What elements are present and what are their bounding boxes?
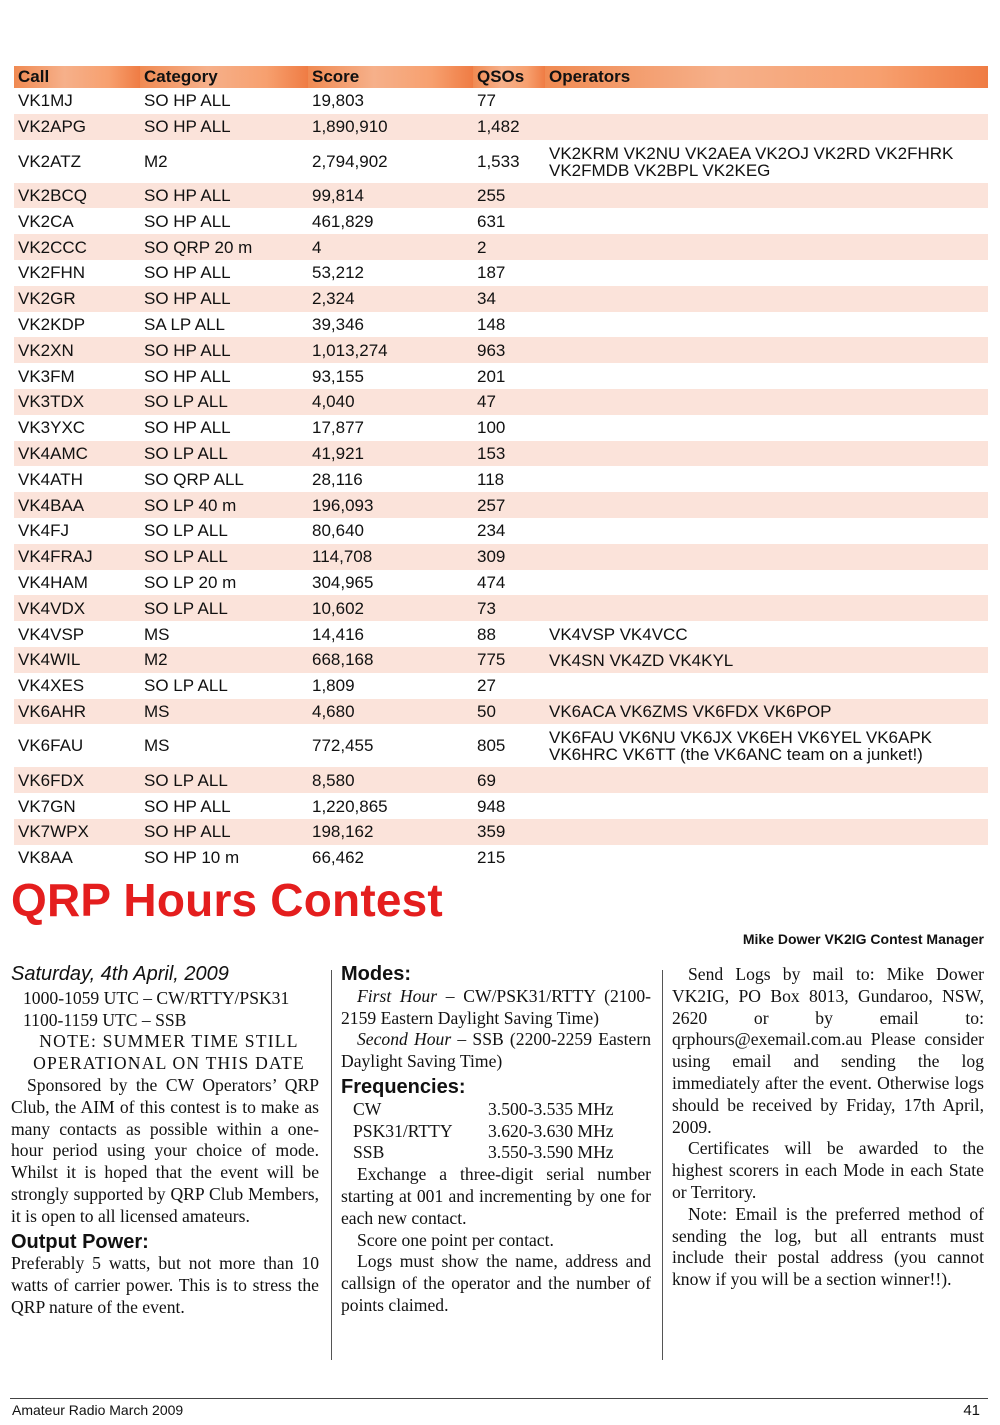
table-row xyxy=(14,819,988,845)
cell-category: SO HP ALL xyxy=(140,819,308,845)
cell-operators xyxy=(545,415,988,441)
cell-category: SO LP ALL xyxy=(140,441,308,467)
cell-score: 19,803 xyxy=(312,91,364,111)
cell-call: VK7WPX xyxy=(14,819,140,845)
cell-qsos: 118 xyxy=(477,469,505,489)
cell-score: 4 xyxy=(308,234,473,260)
cell-operators xyxy=(545,183,988,209)
second-hour-text: – SSB (2200-2259 Eastern Daylight Saving Time) xyxy=(341,1029,651,1072)
cell-operators xyxy=(545,767,988,793)
contest-byline: Mike Dower VK2IG Contest Manager xyxy=(742,931,984,947)
cell-category: SO HP ALL xyxy=(144,366,231,386)
cell-qsos: 187 xyxy=(477,263,506,283)
table-row xyxy=(14,544,988,570)
cell-qsos: 215 xyxy=(477,848,506,868)
cell-qsos: 963 xyxy=(473,337,545,363)
cell-category: SO LP 40 m xyxy=(140,492,308,518)
exchange-paragraph: Exchange a three-digit serial number starting at 001 and incrementing by one for each new contact. xyxy=(341,1164,651,1228)
cell-call: VK4FJ xyxy=(18,521,70,541)
table-row xyxy=(14,389,988,415)
cell-operators xyxy=(545,595,988,621)
cell-category: SO HP ALL xyxy=(144,91,231,111)
cell-score: 28,116 xyxy=(312,469,363,489)
frequency-mode: PSK31/RTTY xyxy=(353,1120,453,1141)
table-row xyxy=(14,466,988,492)
cell-qsos: 88 xyxy=(477,624,496,644)
cell-score: 4,040 xyxy=(308,389,473,415)
table-row xyxy=(14,595,988,621)
column-divider-2 xyxy=(662,970,663,1360)
cell-call: VK6FAU xyxy=(18,736,84,756)
cell-category: SO LP ALL xyxy=(140,595,308,621)
cell-score: 39,346 xyxy=(312,314,364,334)
table-row xyxy=(14,337,988,363)
header-score: Score xyxy=(308,66,473,88)
footer-page-number: 41 xyxy=(963,1402,980,1419)
modes-heading: Modes: xyxy=(341,963,411,985)
column-2 xyxy=(341,964,651,1317)
cell-call: VK4VSP xyxy=(18,624,85,644)
send-logs-paragraph: Send Logs by mail to: Mike Dower VK2IG, PO Box 8013, Gundaroo, NSW, 2620 or by email to: qrphours@exemail.com.au Please consider using email and sending the log immediately after the event. Otherwise logs should be received by Friday, 17th April, 2009. xyxy=(672,964,984,1137)
cell-call: VK2CA xyxy=(18,211,74,231)
table-body xyxy=(14,88,988,871)
cell-category: SO HP ALL xyxy=(140,114,308,140)
column-3 xyxy=(672,964,984,1291)
cell-category: SO HP ALL xyxy=(140,183,308,209)
frequency-row xyxy=(341,1099,651,1121)
cell-call: VK2FHN xyxy=(18,263,86,283)
cell-category: SO HP 10 m xyxy=(144,848,240,868)
cell-call: VK4WIL xyxy=(14,647,140,673)
table-row xyxy=(14,114,988,140)
cell-operators xyxy=(545,492,988,518)
frequency-range: 3.500-3.535 MHz xyxy=(488,1098,614,1119)
cell-qsos: 201 xyxy=(477,366,506,386)
cell-operators xyxy=(545,518,988,544)
cell-qsos: 359 xyxy=(473,819,545,845)
table-row xyxy=(14,441,988,467)
cell-operators: VK6ACA VK6ZMS VK6FDX VK6POP xyxy=(545,699,988,725)
cell-qsos: 27 xyxy=(477,676,496,696)
summer-time-note-1: NOTE: SUMMER TIME STILL xyxy=(39,1031,299,1052)
cell-score: 14,416 xyxy=(312,624,364,644)
cell-score: 8,580 xyxy=(308,767,473,793)
cell-category: SO LP ALL xyxy=(140,544,308,570)
cell-score: 1,890,910 xyxy=(308,114,473,140)
cell-call: VK2CCC xyxy=(14,234,140,260)
cell-call: VK4FRAJ xyxy=(14,544,140,570)
contest-title: QRP Hours Contest xyxy=(11,874,443,926)
table-row xyxy=(14,183,988,209)
cell-qsos: 2 xyxy=(473,234,545,260)
cell-operators xyxy=(545,312,988,338)
cell-qsos: 309 xyxy=(473,544,545,570)
table-row xyxy=(14,286,988,312)
second-hour-label: Second Hour xyxy=(357,1029,452,1050)
first-hour-text: – CW/PSK31/RTTY (2100-2159 Eastern Daylight Saving Time) xyxy=(341,985,651,1028)
output-power-heading: Output Power: xyxy=(11,1230,149,1253)
table-row xyxy=(14,415,988,441)
header-call: Call xyxy=(14,66,140,88)
cell-qsos: 153 xyxy=(473,441,545,467)
cell-operators xyxy=(545,673,988,699)
cell-operators xyxy=(545,260,988,286)
cell-score: 10,602 xyxy=(308,595,473,621)
frequencies-heading: Frequencies: xyxy=(341,1075,466,1098)
cell-operators xyxy=(545,819,988,845)
frequency-range: 3.550-3.590 MHz xyxy=(488,1142,614,1163)
cell-operators: VK2KRM VK2NU VK2AEA VK2OJ VK2RD VK2FHRK VK2FMDB VK2BPL VK2KEG xyxy=(549,143,954,180)
cell-category: MS xyxy=(140,699,308,725)
cell-operators xyxy=(545,793,988,819)
cell-score: 93,155 xyxy=(312,366,364,386)
header-category: Category xyxy=(140,66,308,88)
cell-qsos: 1,533 xyxy=(477,151,520,171)
cell-score: 2,794,902 xyxy=(312,151,388,171)
cell-category: SO LP ALL xyxy=(144,521,228,541)
cell-qsos: 234 xyxy=(477,521,506,541)
cell-qsos: 77 xyxy=(477,91,496,111)
cell-qsos: 257 xyxy=(473,492,545,518)
frequency-range: 3.620-3.630 MHz xyxy=(488,1120,614,1141)
cell-score: 99,814 xyxy=(308,183,473,209)
cell-operators xyxy=(545,466,988,492)
second-hour-paragraph xyxy=(341,1029,651,1073)
cell-score: 1,220,865 xyxy=(312,796,388,816)
cell-call: VK4XES xyxy=(18,676,85,696)
cell-score: 1,013,274 xyxy=(308,337,473,363)
cell-qsos: 100 xyxy=(477,418,506,438)
cell-category: SO LP ALL xyxy=(140,389,308,415)
table-row xyxy=(14,673,988,699)
table-row xyxy=(14,140,988,183)
cell-category: SO HP ALL xyxy=(144,796,231,816)
cell-call: VK4ATH xyxy=(18,469,83,489)
frequency-mode: CW xyxy=(353,1098,382,1119)
cell-operators xyxy=(545,337,988,363)
first-hour-label: First Hour xyxy=(357,985,438,1006)
results-table xyxy=(14,66,988,871)
cell-category: M2 xyxy=(140,647,308,673)
cell-operators xyxy=(545,845,988,871)
cell-category: SO LP ALL xyxy=(144,676,228,696)
cell-call: VK4VDX xyxy=(14,595,140,621)
cell-category: SO HP ALL xyxy=(144,418,231,438)
cell-score: 66,462 xyxy=(312,848,364,868)
table-row xyxy=(14,647,988,673)
cell-qsos: 255 xyxy=(473,183,545,209)
table-row xyxy=(14,570,988,596)
cell-category: M2 xyxy=(144,151,168,171)
table-row xyxy=(14,699,988,725)
cell-call: VK3TDX xyxy=(14,389,140,415)
cell-qsos: 148 xyxy=(477,314,506,334)
cell-qsos: 69 xyxy=(473,767,545,793)
cell-score: 304,965 xyxy=(312,572,374,592)
table-row xyxy=(14,845,988,871)
cell-qsos: 73 xyxy=(473,595,545,621)
cell-qsos: 1,482 xyxy=(473,114,545,140)
cell-call: VK3YXC xyxy=(18,418,86,438)
cell-category: SO QRP 20 m xyxy=(140,234,308,260)
cell-call: VK2GR xyxy=(14,286,140,312)
cell-call: VK4AMC xyxy=(14,441,140,467)
table-row xyxy=(14,492,988,518)
logs-paragraph: Logs must show the name, address and callsign of the operator and the number of points claimed. xyxy=(341,1251,651,1315)
table-row xyxy=(14,518,988,544)
header-qsos: QSOs xyxy=(473,66,545,88)
footer-publication: Amateur Radio March 2009 xyxy=(12,1402,184,1418)
cell-operators xyxy=(545,88,988,114)
column-1 xyxy=(11,964,319,1319)
summer-time-note-2: OPERATIONAL ON THIS DATE xyxy=(33,1053,305,1074)
cell-operators xyxy=(545,234,988,260)
cell-call: VK6FDX xyxy=(14,767,140,793)
cell-score: 4,680 xyxy=(308,699,473,725)
cell-call: VK8AA xyxy=(18,848,73,868)
cell-qsos: 474 xyxy=(477,572,506,592)
cell-qsos: 631 xyxy=(477,211,506,231)
cell-call: VK2XN xyxy=(14,337,140,363)
cell-category: SO LP ALL xyxy=(140,767,308,793)
cell-operators: VK4SN VK4ZD VK4KYL xyxy=(545,647,988,673)
cell-operators xyxy=(545,544,988,570)
cell-call: VK6AHR xyxy=(14,699,140,725)
table-row xyxy=(14,88,988,114)
cell-operators xyxy=(545,208,988,234)
column-divider-1 xyxy=(331,970,332,1360)
cell-category: SA LP ALL xyxy=(144,314,225,334)
cell-category: SO LP 20 m xyxy=(144,572,237,592)
frequency-mode: SSB xyxy=(353,1142,385,1163)
cell-call: VK1MJ xyxy=(18,91,73,111)
frequency-row xyxy=(341,1121,651,1143)
cell-category: MS xyxy=(144,736,170,756)
intro-paragraph: Sponsored by the CW Operators’ QRP Club, the AIM of this contest is to make as many contacts as possible within a one-hour period using your choice of mode. Whilst it is hoped that the event will be strongly supported by QRP Club Members, it is open to all licensed amateurs. xyxy=(11,1074,319,1226)
table-row xyxy=(14,234,988,260)
cell-call: VK2ATZ xyxy=(18,151,81,171)
frequency-row xyxy=(341,1142,651,1164)
cell-qsos: 805 xyxy=(477,736,506,756)
table-row xyxy=(14,208,988,234)
cell-score: 17,877 xyxy=(312,418,364,438)
cell-operators: VK6FAU VK6NU VK6JX VK6EH VK6YEL VK6APK VK6HRC VK6TT (the VK6ANC team on a junket!) xyxy=(549,728,932,765)
cell-score: 2,324 xyxy=(308,286,473,312)
cell-category: MS xyxy=(144,624,170,644)
cell-operators xyxy=(545,114,988,140)
score-paragraph: Score one point per contact. xyxy=(357,1229,554,1250)
cell-score: 1,809 xyxy=(312,676,355,696)
email-note-paragraph: Note: Email is the preferred method of sending the log, but all entrants must include their postal address (you cannot know if you will be a section winner!!). xyxy=(672,1203,984,1290)
cell-score: 80,640 xyxy=(312,521,364,541)
time-slot-1: 1000-1059 UTC – CW/RTTY/PSK31 xyxy=(23,987,290,1008)
cell-score: 668,168 xyxy=(308,647,473,673)
cell-call: VK4HAM xyxy=(18,572,88,592)
cell-category: SO HP ALL xyxy=(140,286,308,312)
cell-call: VK2KDP xyxy=(18,314,86,334)
cell-call: VK2BCQ xyxy=(14,183,140,209)
cell-score: 772,455 xyxy=(312,736,374,756)
first-hour-paragraph xyxy=(341,986,651,1030)
cell-operators xyxy=(545,570,988,596)
output-power-text: Preferably 5 watts, but not more than 10 watts of carrier power. This is to stress the QRP nature of the event. xyxy=(11,1253,319,1317)
table-row xyxy=(14,767,988,793)
cell-qsos: 50 xyxy=(473,699,545,725)
cell-call: VK2APG xyxy=(14,114,140,140)
table-row xyxy=(14,363,988,389)
table-row xyxy=(14,793,988,819)
cell-operators xyxy=(545,441,988,467)
cell-score: 114,708 xyxy=(308,544,473,570)
cell-operators xyxy=(545,363,988,389)
cell-score: 53,212 xyxy=(312,263,364,283)
cell-score: 196,093 xyxy=(308,492,473,518)
table-row xyxy=(14,260,988,286)
certificates-paragraph: Certificates will be awarded to the highest scorers in each Mode in each State or Territory. xyxy=(672,1138,984,1202)
table-header-row xyxy=(14,66,988,88)
cell-category: SO HP ALL xyxy=(144,211,231,231)
cell-category: SO HP ALL xyxy=(144,263,231,283)
table-row xyxy=(14,621,988,647)
cell-qsos: 34 xyxy=(473,286,545,312)
footer-rule xyxy=(10,1398,988,1399)
cell-category: SO HP ALL xyxy=(140,337,308,363)
cell-call: VK4BAA xyxy=(14,492,140,518)
time-slot-2: 1100-1159 UTC – SSB xyxy=(23,1009,187,1030)
table-row xyxy=(14,724,988,767)
table-row xyxy=(14,312,988,338)
cell-call: VK7GN xyxy=(18,796,76,816)
cell-call: VK3FM xyxy=(18,366,75,386)
cell-category: SO QRP ALL xyxy=(144,469,244,489)
cell-qsos: 47 xyxy=(473,389,545,415)
cell-score: 461,829 xyxy=(312,211,374,231)
cell-operators xyxy=(545,389,988,415)
contest-date: Saturday, 4th April, 2009 xyxy=(11,963,229,985)
cell-score: 41,921 xyxy=(308,441,473,467)
cell-qsos: 948 xyxy=(477,796,506,816)
cell-qsos: 775 xyxy=(473,647,545,673)
header-operators: Operators xyxy=(545,66,988,88)
cell-operators: VK4VSP VK4VCC xyxy=(549,625,688,645)
cell-operators xyxy=(545,286,988,312)
cell-score: 198,162 xyxy=(308,819,473,845)
